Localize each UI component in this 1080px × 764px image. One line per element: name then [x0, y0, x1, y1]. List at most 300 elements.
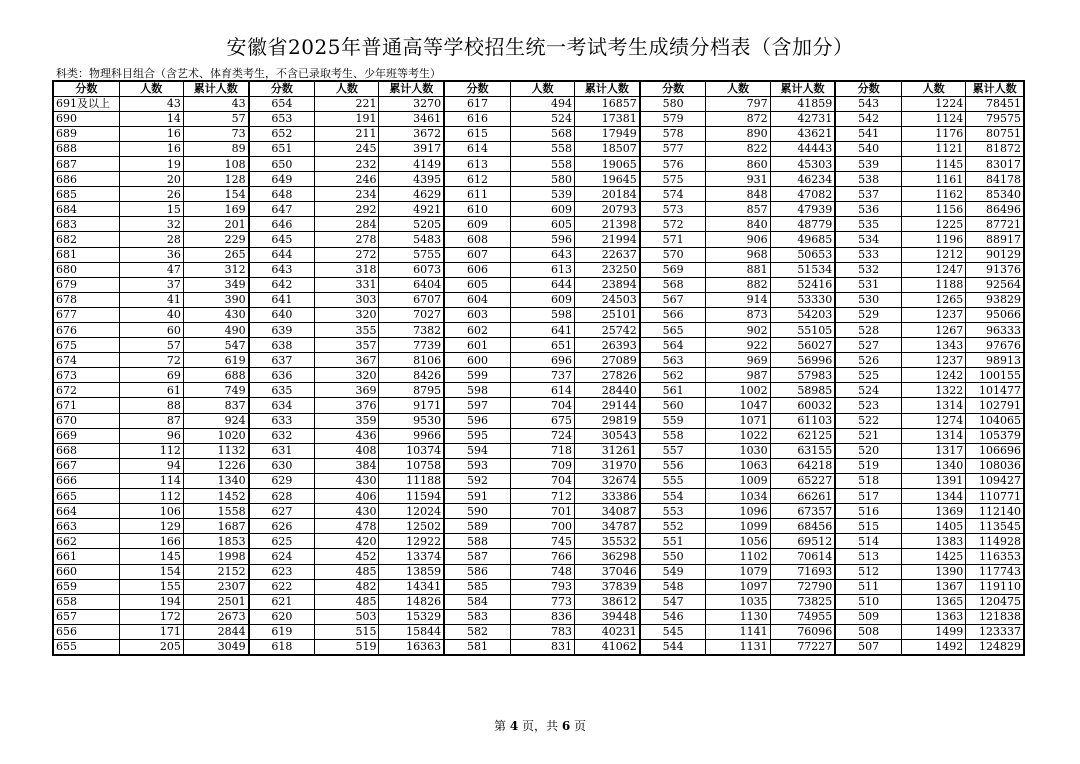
document-title: 安徽省2025年普通高等学校招生统一考试考生成绩分档表（含加分）: [226, 35, 854, 59]
cell-score: 607: [444, 247, 510, 262]
cell-cumulative: 69512: [770, 534, 835, 549]
cell-count: 675: [510, 413, 574, 428]
header-cumulative-4: 累计人数: [770, 81, 835, 96]
cell-count: 1188: [902, 277, 966, 292]
cell-cumulative: 117743: [966, 564, 1024, 579]
cell-cumulative: 490: [183, 323, 248, 338]
cell-score: 677: [53, 307, 119, 322]
cell-score: 627: [249, 504, 315, 519]
header-row: [53, 81, 1024, 96]
cell-score: 518: [835, 473, 901, 488]
cell-cumulative: 6404: [379, 277, 444, 292]
cell-cumulative: 18507: [575, 141, 640, 156]
cell-cumulative: 20184: [575, 187, 640, 202]
cell-count: 1212: [902, 247, 966, 262]
cell-score: 642: [249, 277, 315, 292]
table-row: [53, 413, 1024, 428]
cell-count: 1099: [706, 519, 770, 534]
cell-score: 563: [640, 353, 706, 368]
cell-count: 303: [315, 292, 379, 307]
cell-cumulative: 77227: [770, 639, 835, 654]
cell-count: 701: [510, 504, 574, 519]
cell-count: 1145: [902, 156, 966, 171]
cell-cumulative: 71693: [770, 564, 835, 579]
table-row: [53, 489, 1024, 504]
cell-count: 318: [315, 262, 379, 277]
cell-count: 558: [510, 156, 574, 171]
header-count-4: 人数: [706, 81, 770, 96]
cell-score: 526: [835, 353, 901, 368]
cell-score: 669: [53, 428, 119, 443]
cell-score: 539: [835, 156, 901, 171]
cell-count: 797: [706, 96, 770, 111]
cell-score: 593: [444, 458, 510, 473]
cell-count: 1156: [902, 202, 966, 217]
cell-cumulative: 2307: [183, 579, 248, 594]
cell-score: 547: [640, 594, 706, 609]
cell-count: 485: [315, 564, 379, 579]
cell-score: 571: [640, 232, 706, 247]
cell-score: 621: [249, 594, 315, 609]
cell-score: 655: [53, 639, 119, 654]
cell-score: 594: [444, 443, 510, 458]
cell-cumulative: 73825: [770, 594, 835, 609]
cell-count: 172: [119, 609, 183, 624]
cell-count: 87: [119, 413, 183, 428]
header-count-3: 人数: [510, 81, 574, 96]
cell-cumulative: 4921: [379, 202, 444, 217]
cell-score: 681: [53, 247, 119, 262]
cell-cumulative: 58985: [770, 383, 835, 398]
cell-score: 630: [249, 458, 315, 473]
table-row: [53, 353, 1024, 368]
cell-cumulative: 22637: [575, 247, 640, 262]
cell-cumulative: 229: [183, 232, 248, 247]
cell-count: 112: [119, 443, 183, 458]
cell-score: 664: [53, 504, 119, 519]
cell-cumulative: 79575: [966, 111, 1024, 126]
table-row: [53, 262, 1024, 277]
cell-count: 766: [510, 549, 574, 564]
cell-score: 650: [249, 156, 315, 171]
cell-score: 606: [444, 262, 510, 277]
cell-count: 430: [315, 504, 379, 519]
cell-cumulative: 105379: [966, 428, 1024, 443]
cell-cumulative: 9530: [379, 413, 444, 428]
cell-cumulative: 34787: [575, 519, 640, 534]
cell-score: 523: [835, 398, 901, 413]
cell-cumulative: 6073: [379, 262, 444, 277]
cell-count: 43: [119, 96, 183, 111]
cell-count: 284: [315, 217, 379, 232]
cell-score: 564: [640, 338, 706, 353]
cell-score: 663: [53, 519, 119, 534]
cell-count: 1131: [706, 639, 770, 654]
cell-count: 1363: [902, 609, 966, 624]
cell-count: 793: [510, 579, 574, 594]
cell-cumulative: 25742: [575, 323, 640, 338]
cell-score: 512: [835, 564, 901, 579]
table-row: [53, 368, 1024, 383]
cell-score: 534: [835, 232, 901, 247]
cell-count: 494: [510, 96, 574, 111]
cell-cumulative: 80751: [966, 126, 1024, 141]
cell-cumulative: 104065: [966, 413, 1024, 428]
cell-cumulative: 95066: [966, 307, 1024, 322]
cell-cumulative: 108036: [966, 458, 1024, 473]
table-row: [53, 534, 1024, 549]
cell-cumulative: 65227: [770, 473, 835, 488]
cell-count: 872: [706, 111, 770, 126]
cell-score: 509: [835, 609, 901, 624]
cell-cumulative: 49685: [770, 232, 835, 247]
table-row: [53, 609, 1024, 624]
cell-count: 1056: [706, 534, 770, 549]
cell-cumulative: 12922: [379, 534, 444, 549]
table-row: [53, 247, 1024, 262]
cell-score: 548: [640, 579, 706, 594]
cell-count: 1225: [902, 217, 966, 232]
cell-score: 628: [249, 489, 315, 504]
cell-count: 644: [510, 277, 574, 292]
cell-cumulative: 52416: [770, 277, 835, 292]
cell-count: 19: [119, 156, 183, 171]
cell-count: 568: [510, 126, 574, 141]
cell-score: 646: [249, 217, 315, 232]
cell-count: 848: [706, 187, 770, 202]
cell-score: 634: [249, 398, 315, 413]
cell-score: 544: [640, 639, 706, 654]
cell-score: 659: [53, 579, 119, 594]
cell-cumulative: 23250: [575, 262, 640, 277]
score-distribution-table: [52, 80, 1025, 656]
cell-score: 565: [640, 323, 706, 338]
cell-count: 60: [119, 323, 183, 338]
cell-score: 510: [835, 594, 901, 609]
table-row: [53, 292, 1024, 307]
cell-count: 931: [706, 172, 770, 187]
cell-count: 598: [510, 307, 574, 322]
cell-score: 557: [640, 443, 706, 458]
cell-cumulative: 41062: [575, 639, 640, 654]
cell-score: 610: [444, 202, 510, 217]
header-cumulative-1: 累计人数: [183, 81, 248, 96]
cell-cumulative: 89: [183, 141, 248, 156]
cell-count: 1492: [902, 639, 966, 654]
cell-count: 605: [510, 217, 574, 232]
cell-cumulative: 28440: [575, 383, 640, 398]
cell-score: 637: [249, 353, 315, 368]
header-cumulative-5: 累计人数: [966, 81, 1024, 96]
cell-cumulative: 84178: [966, 172, 1024, 187]
cell-score: 640: [249, 307, 315, 322]
cell-count: 737: [510, 368, 574, 383]
cell-count: 154: [119, 564, 183, 579]
cell-score: 657: [53, 609, 119, 624]
cell-score: 529: [835, 307, 901, 322]
cell-count: 1130: [706, 609, 770, 624]
cell-cumulative: 92564: [966, 277, 1024, 292]
cell-count: 485: [315, 594, 379, 609]
subject-category-line: 科类：物理科目组合（含艺术、体育类考生，不含已录取考生、少年班等考生）: [56, 67, 441, 80]
cell-count: 857: [706, 202, 770, 217]
table-row: [53, 458, 1024, 473]
cell-score: 592: [444, 473, 510, 488]
cell-count: 651: [510, 338, 574, 353]
cell-score: 643: [249, 262, 315, 277]
cell-score: 684: [53, 202, 119, 217]
cell-score: 651: [249, 141, 315, 156]
cell-score: 611: [444, 187, 510, 202]
cell-count: 1343: [902, 338, 966, 353]
cell-score: 570: [640, 247, 706, 262]
cell-count: 47: [119, 262, 183, 277]
cell-score: 546: [640, 609, 706, 624]
cell-score: 516: [835, 504, 901, 519]
cell-count: 408: [315, 443, 379, 458]
cell-count: 1344: [902, 489, 966, 504]
cell-score: 567: [640, 292, 706, 307]
cell-cumulative: 14826: [379, 594, 444, 609]
cell-cumulative: 43: [183, 96, 248, 111]
cell-cumulative: 1687: [183, 519, 248, 534]
footer-suffix: 页: [570, 719, 586, 733]
cell-score: 639: [249, 323, 315, 338]
cell-cumulative: 10758: [379, 458, 444, 473]
cell-count: 369: [315, 383, 379, 398]
cell-score: 600: [444, 353, 510, 368]
cell-score: 566: [640, 307, 706, 322]
cell-count: 882: [706, 277, 770, 292]
cell-cumulative: 78451: [966, 96, 1024, 111]
cell-cumulative: 72790: [770, 579, 835, 594]
cell-cumulative: 20793: [575, 202, 640, 217]
cell-count: 1097: [706, 579, 770, 594]
cell-score: 672: [53, 383, 119, 398]
cell-score: 521: [835, 428, 901, 443]
cell-count: 1071: [706, 413, 770, 428]
cell-cumulative: 10374: [379, 443, 444, 458]
cell-count: 1317: [902, 443, 966, 458]
cell-cumulative: 4629: [379, 187, 444, 202]
cell-cumulative: 121838: [966, 609, 1024, 624]
cell-cumulative: 7739: [379, 338, 444, 353]
cell-score: 569: [640, 262, 706, 277]
cell-score: 661: [53, 549, 119, 564]
cell-score: 683: [53, 217, 119, 232]
cell-count: 436: [315, 428, 379, 443]
cell-cumulative: 1853: [183, 534, 248, 549]
cell-count: 14: [119, 111, 183, 126]
cell-cumulative: 2152: [183, 564, 248, 579]
cell-score: 533: [835, 247, 901, 262]
cell-count: 1383: [902, 534, 966, 549]
cell-cumulative: 3270: [379, 96, 444, 111]
cell-score: 635: [249, 383, 315, 398]
cell-count: 969: [706, 353, 770, 368]
cell-count: 696: [510, 353, 574, 368]
cell-cumulative: 1340: [183, 473, 248, 488]
cell-cumulative: 1452: [183, 489, 248, 504]
cell-count: 32: [119, 217, 183, 232]
cell-count: 1047: [706, 398, 770, 413]
table-row: [53, 594, 1024, 609]
footer-prefix: 第: [493, 719, 510, 733]
cell-score: 522: [835, 413, 901, 428]
cell-cumulative: 73: [183, 126, 248, 141]
cell-cumulative: 90129: [966, 247, 1024, 262]
cell-count: 580: [510, 172, 574, 187]
cell-count: 1237: [902, 307, 966, 322]
cell-count: 292: [315, 202, 379, 217]
cell-score: 674: [53, 353, 119, 368]
cell-score: 645: [249, 232, 315, 247]
cell-count: 1161: [902, 172, 966, 187]
cell-count: 704: [510, 473, 574, 488]
cell-count: 1063: [706, 458, 770, 473]
cell-score: 535: [835, 217, 901, 232]
cell-count: 320: [315, 368, 379, 383]
cell-cumulative: 60032: [770, 398, 835, 413]
cell-cumulative: 56996: [770, 353, 835, 368]
cell-count: 704: [510, 398, 574, 413]
cell-score: 653: [249, 111, 315, 126]
cell-score: 687: [53, 156, 119, 171]
cell-count: 1390: [902, 564, 966, 579]
cell-count: 1247: [902, 262, 966, 277]
cell-count: 709: [510, 458, 574, 473]
cell-score: 649: [249, 172, 315, 187]
cell-cumulative: 112140: [966, 504, 1024, 519]
cell-score: 597: [444, 398, 510, 413]
cell-count: 558: [510, 141, 574, 156]
cell-cumulative: 1558: [183, 504, 248, 519]
cell-score: 668: [53, 443, 119, 458]
cell-count: 15: [119, 202, 183, 217]
cell-score: 633: [249, 413, 315, 428]
cell-score: 609: [444, 217, 510, 232]
cell-cumulative: 26393: [575, 338, 640, 353]
cell-count: 112: [119, 489, 183, 504]
cell-score: 591: [444, 489, 510, 504]
cell-cumulative: 64218: [770, 458, 835, 473]
cell-score: 524: [835, 383, 901, 398]
cell-cumulative: 57983: [770, 368, 835, 383]
cell-score: 532: [835, 262, 901, 277]
cell-score: 688: [53, 141, 119, 156]
cell-count: 1340: [902, 458, 966, 473]
cell-count: 367: [315, 353, 379, 368]
cell-count: 1499: [902, 624, 966, 639]
cell-cumulative: 430: [183, 307, 248, 322]
cell-score: 656: [53, 624, 119, 639]
cell-score: 615: [444, 126, 510, 141]
cell-cumulative: 15844: [379, 624, 444, 639]
cell-count: 503: [315, 609, 379, 624]
cell-score: 575: [640, 172, 706, 187]
cell-count: 906: [706, 232, 770, 247]
cell-count: 1141: [706, 624, 770, 639]
table-row: [53, 126, 1024, 141]
cell-score: 555: [640, 473, 706, 488]
table-row: [53, 624, 1024, 639]
cell-count: 384: [315, 458, 379, 473]
cell-count: 519: [315, 639, 379, 654]
cell-cumulative: 34087: [575, 504, 640, 519]
cell-cumulative: 19645: [575, 172, 640, 187]
cell-score: 545: [640, 624, 706, 639]
cell-score: 624: [249, 549, 315, 564]
cell-cumulative: 87721: [966, 217, 1024, 232]
cell-cumulative: 36298: [575, 549, 640, 564]
cell-score: 543: [835, 96, 901, 111]
cell-count: 1365: [902, 594, 966, 609]
cell-cumulative: 2501: [183, 594, 248, 609]
cell-cumulative: 116353: [966, 549, 1024, 564]
cell-count: 609: [510, 292, 574, 307]
cell-count: 155: [119, 579, 183, 594]
cell-cumulative: 106696: [966, 443, 1024, 458]
cell-count: 28: [119, 232, 183, 247]
cell-count: 88: [119, 398, 183, 413]
cell-score: 652: [249, 126, 315, 141]
cell-score: 580: [640, 96, 706, 111]
cell-cumulative: 40231: [575, 624, 640, 639]
cell-score: 658: [53, 594, 119, 609]
cell-cumulative: 27826: [575, 368, 640, 383]
cell-score: 589: [444, 519, 510, 534]
page-footer: [0, 718, 1080, 734]
cell-count: 1034: [706, 489, 770, 504]
cell-cumulative: 113545: [966, 519, 1024, 534]
cell-score: 551: [640, 534, 706, 549]
cell-score: 636: [249, 368, 315, 383]
cell-cumulative: 2844: [183, 624, 248, 639]
cell-score: 680: [53, 262, 119, 277]
cell-count: 922: [706, 338, 770, 353]
cell-score: 520: [835, 443, 901, 458]
table-row: [53, 187, 1024, 202]
cell-score: 666: [53, 473, 119, 488]
cell-count: 613: [510, 262, 574, 277]
cell-count: 1196: [902, 232, 966, 247]
cell-cumulative: 50653: [770, 247, 835, 262]
cell-score: 632: [249, 428, 315, 443]
footer-total-pages: 6: [561, 719, 571, 733]
cell-score: 671: [53, 398, 119, 413]
table-row: [53, 519, 1024, 534]
table-row: [53, 323, 1024, 338]
cell-cumulative: 14341: [379, 579, 444, 594]
cell-count: 278: [315, 232, 379, 247]
cell-score: 613: [444, 156, 510, 171]
cell-score: 690: [53, 111, 119, 126]
cell-cumulative: 101477: [966, 383, 1024, 398]
cell-count: 205: [119, 639, 183, 654]
cell-score: 614: [444, 141, 510, 156]
cell-cumulative: 8106: [379, 353, 444, 368]
cell-cumulative: 62125: [770, 428, 835, 443]
header-cumulative-2: 累计人数: [379, 81, 444, 96]
cell-score: 507: [835, 639, 901, 654]
cell-count: 515: [315, 624, 379, 639]
cell-cumulative: 16857: [575, 96, 640, 111]
cell-cumulative: 1020: [183, 428, 248, 443]
table-row: [53, 338, 1024, 353]
table-row: [53, 111, 1024, 126]
cell-cumulative: 51534: [770, 262, 835, 277]
cell-cumulative: 128: [183, 172, 248, 187]
